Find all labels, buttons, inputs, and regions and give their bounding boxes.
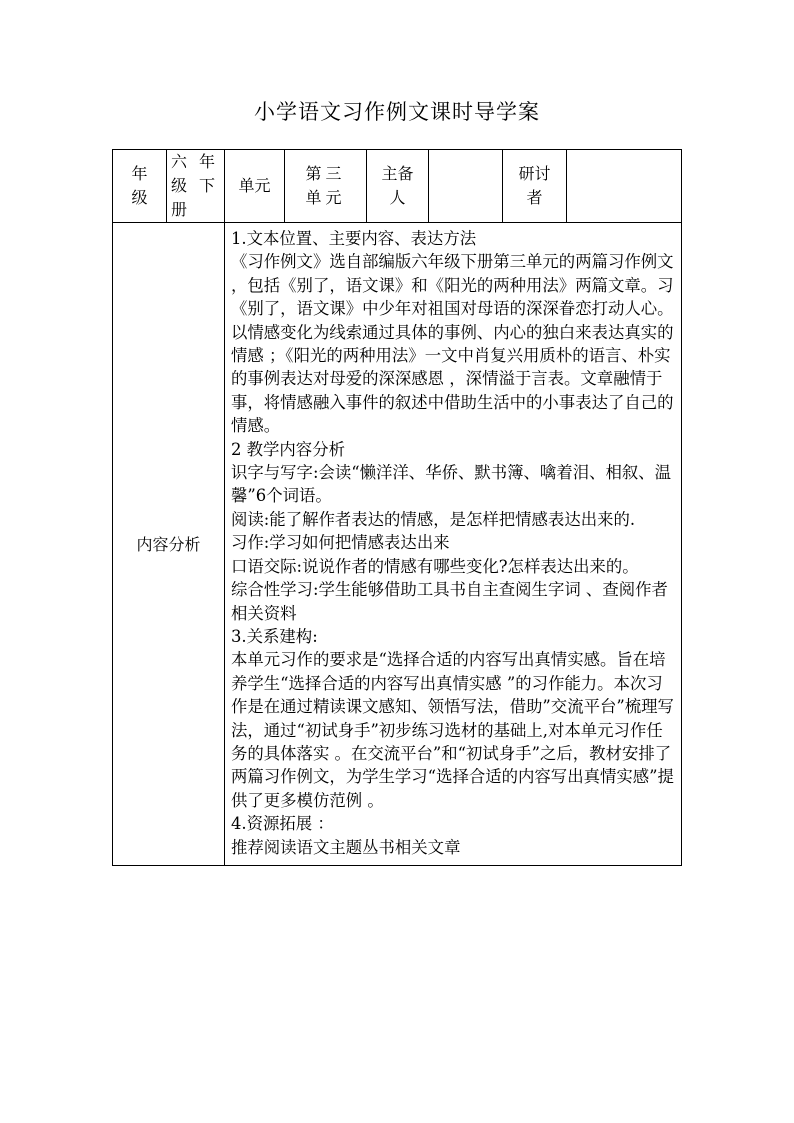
grade-value: 六年级下册 <box>171 152 217 219</box>
lesson-plan-table <box>112 149 682 866</box>
preparer-label-cell <box>367 150 429 223</box>
preparer-label: 主备人 <box>381 164 414 207</box>
header-row <box>113 150 682 223</box>
content-paragraph-summary: 《习作例文》选自部编版六年级下册第三单元的两篇习作例文 ，包括《别了，语文课》和《阳光的两种用法》两篇文章。习《别了，语文课》中少年对祖国对母语的深深眷恋打动人心。以情感变化为线索通过具体的事例、内心的独白来表达真实的情感 ；《阳光的两种用法》一文中肖复兴用质朴的语言、朴实的事例表达对母爱的深深感恩 ，深情溢于言表。文章融情于事，将情感融入事件的叙述中借助生活中的小事表达了自己的情感。 <box>231 252 674 436</box>
content-row <box>113 223 682 866</box>
content-comprehensive: 综合性学习:学生能够借助工具书自主查阅生字词 、查阅作者相关资料 <box>231 580 668 623</box>
unit-label-cell <box>225 150 285 223</box>
section-label-cell <box>113 223 225 866</box>
preparer-value-cell[interactable] <box>429 150 503 223</box>
content-oral: 口语交际:说说作者的情感有哪些变化?怎样表达出来的。 <box>231 556 639 576</box>
grade-value-cell <box>167 150 225 223</box>
grade-label: 年级 <box>131 164 148 207</box>
research-label-cell <box>503 150 567 223</box>
unit-value: 第三单元 <box>305 164 346 207</box>
content-heading-position: 1.文本位置、主要内容、表达方法 <box>231 229 477 248</box>
research-label: 研讨者 <box>518 164 551 207</box>
content-cell <box>225 223 682 866</box>
unit-value-cell <box>285 150 367 223</box>
unit-label: 单元 <box>238 176 271 195</box>
page-title: 小学语文习作例文课时导学案 <box>254 100 540 124</box>
section-label: 内容分析 <box>136 535 201 555</box>
content-relation-paragraph: 本单元习作的要求是“选择合适的内容写出真情实感。旨在培养学生“选择合适的内容写出真情实感 ”的习作能力。本次习作是在通过精读课文感知、领悟写法，借助”交流平台”梳理写法，通过“初试身手”初步练习选材的基础上,对本单元习作任务的具体落实 。在交流平台”和“初试身手”之后，教材安排了两篇习作例文，为学生学习“选择合适的内容写出真情实感”提供了更多模仿范例 。 <box>231 650 674 810</box>
content-literacy: 识字与写字:会读“懒洋洋、华侨、默书簿、噙着泪、相叙、温馨”6个词语。 <box>231 463 672 506</box>
content-heading-resources: 4.资源拓展 ： <box>231 814 334 834</box>
content-heading-analysis: 2 教学内容分析 <box>231 439 345 459</box>
grade-label-cell <box>113 150 167 223</box>
content-resources: 推荐阅读语文主题丛书相关文章 <box>231 837 461 857</box>
content-writing: 习作:学习如何把情感表达出来 <box>231 533 450 553</box>
content-heading-relation: 3.关系建构: <box>231 626 318 646</box>
research-value-cell[interactable] <box>567 150 682 223</box>
content-reading: 阅读:能了解作者表达的情感，是怎样把情感表达出来的. <box>231 509 636 529</box>
